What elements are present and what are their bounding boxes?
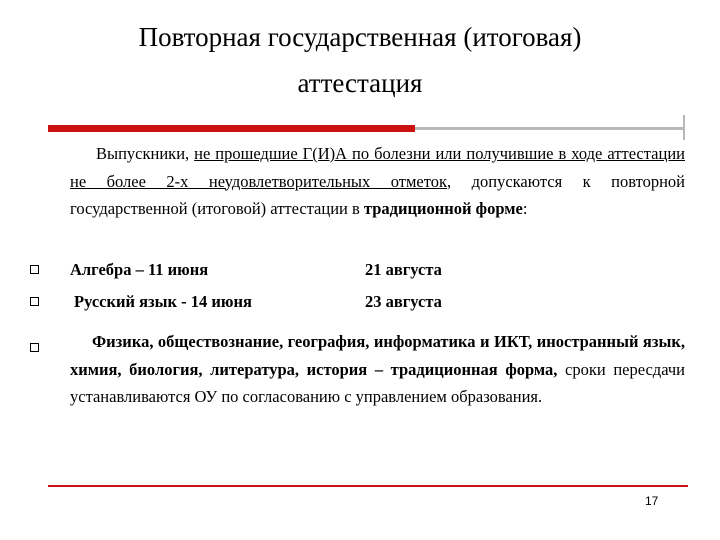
schedule-retake-1: 21 августа (365, 260, 442, 279)
bullet-square-icon (30, 297, 39, 306)
title-line-1: Повторная государственная (итоговая) (138, 22, 582, 52)
intro-text-bold: традиционной форме (363, 199, 523, 218)
note-paragraph (70, 328, 685, 411)
note-text-2: сроки пересдачи устанавливаются ОУ по согласованию с управлением образования. (70, 359, 685, 406)
footer-red-line (48, 485, 688, 487)
bullet-square-icon (30, 343, 39, 352)
intro-paragraph (70, 140, 685, 223)
intro-text-underlined: не прошедшие Г(И)А по болезни или получившие в ходе аттестации не более 2-х неудовлетворительных отметок (70, 144, 685, 191)
title-line-2: аттестация (297, 68, 423, 98)
slide-title (60, 14, 660, 106)
intro-text-1: Выпускники, (96, 144, 195, 163)
bullet-square-icon (30, 265, 39, 274)
note-text-bold: Физика, обществознание, география, информатика и ИКТ, иностранный язык, химия, биология, литература, история – традиционная форма, (70, 332, 685, 379)
intro-text-5: : (522, 199, 528, 218)
schedule-subject-1: Алгебра – 11 июня (70, 260, 209, 279)
schedule-subject-2: Русский язык - 14 июня (74, 292, 252, 311)
decorative-red-bar (48, 125, 415, 132)
decorative-vertical-line (683, 115, 685, 140)
page-number: 17 (645, 494, 659, 508)
decorative-grey-bar (415, 127, 683, 130)
intro-text-3: , допускаются к повторной государственной (итоговой) аттестации в (70, 171, 685, 218)
schedule-retake-2: 23 августа (365, 292, 442, 311)
